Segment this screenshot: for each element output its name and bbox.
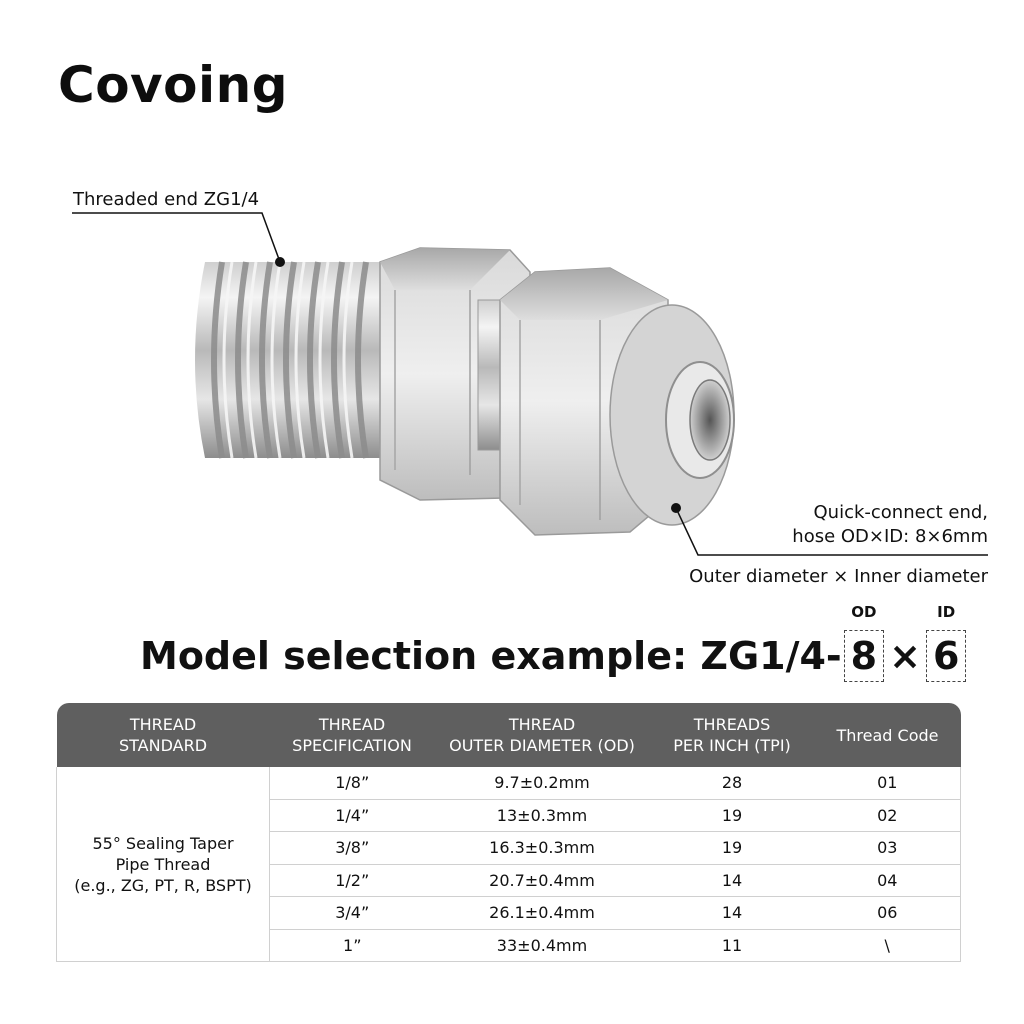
header-tpi: THREADS PER INCH (TPI) [650,703,815,767]
code-cell: 06 [815,897,961,930]
header-thread-standard: THREAD STANDARD [57,703,270,767]
spec-cell: 3/4” [270,897,435,930]
brand-logo: Covoing [58,56,289,114]
header-thread-specification: THREAD SPECIFICATION [270,703,435,767]
callout-quick-connect-line2: hose OD×ID: 8×6mm [792,526,988,547]
table-row [57,767,961,799]
od-cell: 20.7±0.4mm [435,864,650,897]
od-cell: 26.1±0.4mm [435,897,650,930]
table-header-row [57,703,961,767]
header-thread-od: THREAD OUTER DIAMETER (OD) [435,703,650,767]
model-prefix: Model selection example: ZG1/4- [140,634,842,678]
id-box [926,603,966,682]
od-cell: 9.7±0.2mm [435,767,650,799]
id-tag: ID [937,603,956,621]
thread-spec-table [56,703,961,962]
id-value: 6 [932,634,960,678]
callout-quick-connect-line1: Quick-connect end, [813,502,988,523]
tpi-cell: 14 [650,864,815,897]
tpi-cell: 28 [650,767,815,799]
header-thread-code: Thread Code [815,703,961,767]
od-cell: 16.3±0.3mm [435,832,650,865]
tpi-cell: 11 [650,929,815,962]
spec-cell: 1/2” [270,864,435,897]
callout-od-id-note: Outer diameter × Inner diameter [689,566,988,587]
tpi-cell: 19 [650,832,815,865]
hex-nut-quick-connect [500,268,734,535]
tpi-cell: 14 [650,897,815,930]
spec-cell: 3/8” [270,832,435,865]
od-value: 8 [850,634,878,678]
threaded-end [195,262,400,458]
od-cell: 33±0.4mm [435,929,650,962]
callout-threaded-end: Threaded end ZG1/4 [73,189,260,210]
code-cell: 03 [815,832,961,865]
code-cell: 01 [815,767,961,799]
od-cell: 13±0.3mm [435,799,650,832]
spec-cell: 1” [270,929,435,962]
tpi-cell: 19 [650,799,815,832]
code-cell: \ [815,929,961,962]
od-tag: OD [851,603,877,621]
spec-cell: 1/4” [270,799,435,832]
thread-standard-cell: 55° Sealing Taper Pipe Thread (e.g., ZG, PT, R, BSPT) [57,767,270,962]
model-selection-example [140,603,968,682]
spec-cell: 1/8” [270,767,435,799]
code-cell: 02 [815,799,961,832]
callout-leader-threaded [72,213,285,267]
times-symbol: × [889,634,921,678]
code-cell: 04 [815,864,961,897]
od-box [844,603,884,682]
